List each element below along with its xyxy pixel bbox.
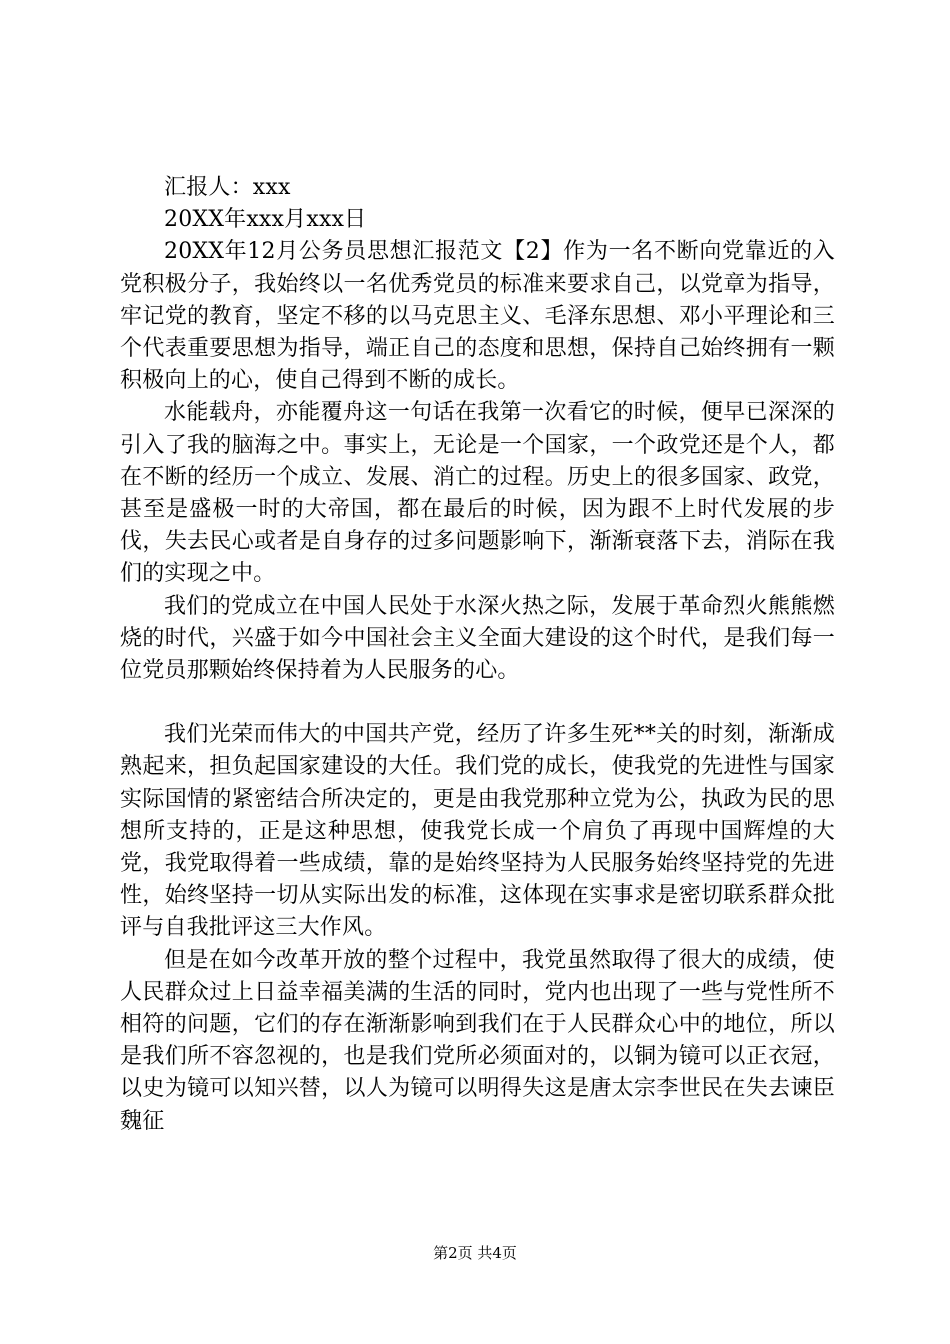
page-footer: 第2页 共4页	[433, 1244, 517, 1262]
paragraph-spacer	[120, 687, 835, 719]
paragraph-party-growth: 我们光荣而伟大的中国共产党，经历了许多生死**关的时刻，渐渐成熟起来，担负起国家建设的大任。我们党的成长，使我党的先进性与国家实际国情的紧密结合所决定的，更是由我党那种立党为公，执政为民的思想所支持的，正是这种思想，使我党长成一个肩负了再现中国辉煌的大党，我党取得着一些成绩，靠的是始终坚持为人民服务始终坚持党的先进性，始终坚持一切从实际出发的标准，这体现在实事求是密切联系群众批评与自我批评这三大作风。	[120, 722, 835, 941]
document-body	[120, 172, 835, 1138]
paragraph-reform-issues: 但是在如今改革开放的整个过程中，我党虽然取得了很大的成绩，使人民群众过上日益幸福美满的生活的同时，党内也出现了一些与党性所不相符的问题，它们的存在渐渐影响到我们在于人民群众心中的地位，所以是我们所不容忽视的，也是我们党所必须面对的，以铜为镜可以正衣冠，以史为镜可以知兴替，以人为镜可以明得失这是唐太宗李世民在失去谏臣魏征	[120, 947, 835, 1134]
date-line: 20XX年xxx月xxx日	[164, 207, 367, 233]
paragraph-intro: 20XX年12月公务员思想汇报范文【2】作为一名不断向党靠近的入党积极分子，我始终以一名优秀党员的标准来要求自己，以党章为指导，牢记党的教育，坚定不移的以马克思主义、毛泽东思想、邓小平理论和三个代表重要思想为指导，端正自己的态度和思想，保持自己始终拥有一颗积极向上的心，使自己得到不断的成长。	[120, 239, 835, 394]
reporter-line: 汇报人：xxx	[164, 175, 291, 200]
paragraph-party-founding: 我们的党成立在中国人民处于水深火热之际，发展于革命烈火熊熊燃烧的时代，兴盛于如今中国社会主义全面大建设的这个时代，是我们每一位党员那颗始终保持着为人民服务的心。	[120, 593, 835, 684]
paragraph-water-boat: 水能载舟，亦能覆舟这一句话在我第一次看它的时候，便早已深深的引入了我的脑海之中。事实上，无论是一个国家，一个政党还是个人，都在不断的经历一个成立、发展、消亡的过程。历史上的很多国家、政党，甚至是盛极一时的大帝国，都在最后的时候，因为跟不上时代发展的步伐，失去民心或者是自身存的过多问题影响下，渐渐衰落下去，消际在我们的实现之中。	[120, 400, 835, 587]
